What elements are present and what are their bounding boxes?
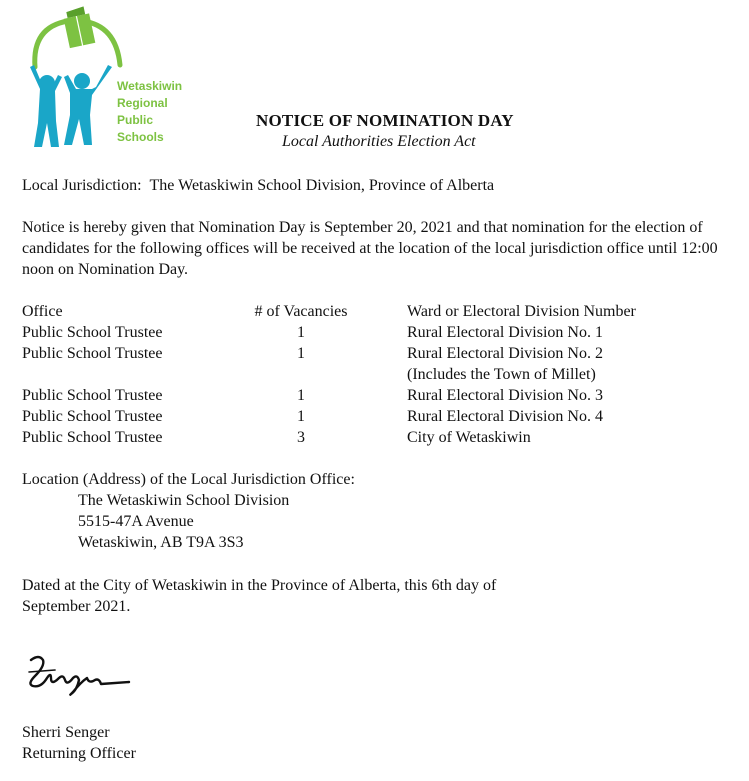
- location-label: Location (Address) of the Local Jurisdiction Office:: [22, 471, 355, 488]
- row-3-ward: Rural Electoral Division No. 3: [407, 387, 603, 404]
- logo-line-1: Wetaskiwin: [117, 79, 183, 93]
- row-4-vacancies: 1: [297, 408, 305, 425]
- row-4-ward: Rural Electoral Division No. 4: [407, 408, 603, 425]
- signature-icon: [25, 652, 135, 697]
- row-4-office: Public School Trustee: [22, 408, 163, 425]
- signatory-name: Sherri Senger: [22, 724, 110, 741]
- dated-line-2: September 2021.: [22, 598, 131, 615]
- header-office: Office: [22, 303, 63, 320]
- row-1-vacancies: 1: [297, 324, 305, 341]
- jurisdiction-label: Local Jurisdiction:: [22, 177, 142, 194]
- row-5-office: Public School Trustee: [22, 429, 163, 446]
- location-line-3: Wetaskiwin, AB T9A 3S3: [78, 534, 244, 551]
- row-5-ward: City of Wetaskiwin: [407, 429, 531, 446]
- location-line-1: The Wetaskiwin School Division: [78, 492, 290, 509]
- row-2-vacancies: 1: [297, 345, 305, 362]
- location-line-2: 5515-47A Avenue: [78, 513, 194, 530]
- row-2-ward: Rural Electoral Division No. 2: [407, 345, 603, 362]
- header-vacancies: # of Vacancies: [254, 303, 348, 320]
- jurisdiction-value: The Wetaskiwin School Division, Province of Alberta: [149, 177, 495, 194]
- row-1-ward: Rural Electoral Division No. 1: [407, 324, 603, 341]
- logo-line-3: Public: [117, 113, 154, 127]
- dated-line-1: Dated at the City of Wetaskiwin in the Province of Alberta, this 6th day of: [22, 577, 497, 594]
- jurisdiction-line: [22, 175, 494, 196]
- logo-line-2: Regional: [117, 96, 168, 110]
- page-title: NOTICE OF NOMINATION DAY: [256, 111, 514, 130]
- row-3-office: Public School Trustee: [22, 387, 163, 404]
- notice-paragraph: Notice is hereby given that Nomination Day is September 20, 2021 and that nomination for the election of candidates for the following offices will be received at the location of the local jurisdiction office until 12:00 noon on Nomination Day.: [22, 219, 718, 278]
- signatory-title: Returning Officer: [22, 745, 136, 762]
- row-2-note: (Includes the Town of Millet): [407, 366, 596, 383]
- logo-text: [117, 78, 182, 146]
- row-2-office: Public School Trustee: [22, 345, 163, 362]
- header-ward: Ward or Electoral Division Number: [407, 303, 636, 320]
- logo-line-4: Schools: [117, 130, 164, 144]
- row-1-office: Public School Trustee: [22, 324, 163, 341]
- row-3-vacancies: 1: [297, 387, 305, 404]
- row-5-vacancies: 3: [297, 429, 305, 446]
- page-subtitle: Local Authorities Election Act: [282, 133, 476, 150]
